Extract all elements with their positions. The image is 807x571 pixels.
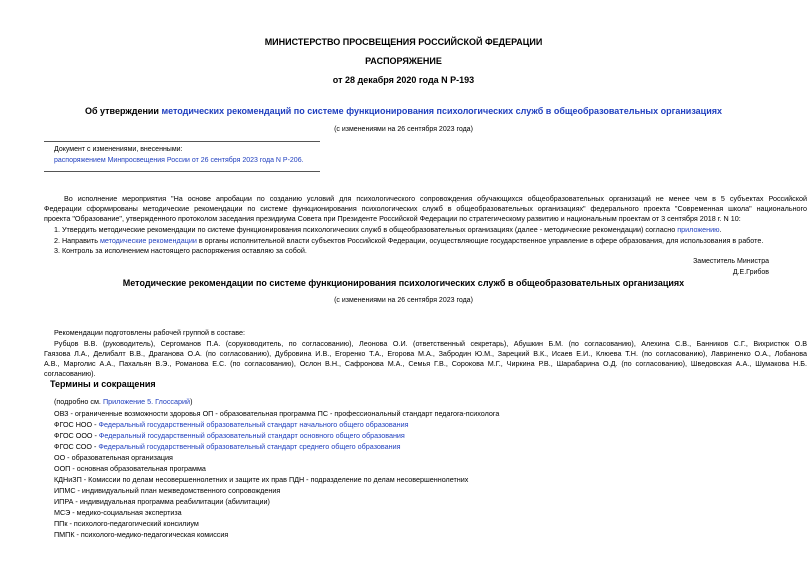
term-item: ИПМС - индивидуальный план межведомственного сопровождения [54,486,281,495]
body-paragraph-line: Во исполнение мероприятия "На основе апробации по созданию условий для психологического сопровождения обучающихся общеобразовательных организаций не менее чем в 5 субъектах Российской [64,194,807,203]
term-item: МСЭ - медико-социальная экспертиза [54,508,182,517]
order-item-1: 1. Утвердить методические рекомендации по системе функционирования психологических служб в общеобразовательных организациях (далее - методические рекомендации) согласно приложению. [54,225,722,234]
term-item: ПМПК - психолого-медико-педагогическая комиссия [54,530,229,539]
term-item: ФГОС СОО - Федеральный государственный образовательный стандарт среднего общего образования [54,442,401,451]
changes-box-label: Документ с изменениями, внесенными: [54,146,183,153]
signature-name: Д.Е.Грибов [732,269,769,276]
ministry-name: МИНИСТЕРСТВО ПРОСВЕЩЕНИЯ РОССИЙСКОЙ ФЕДЕРАЦИИ [264,37,543,47]
body-paragraph-line: Федерации сформированы методические рекомендации по системе функционирования психологических служб в общеобразовательных организациях" федерального проекта "Современная школа" национального [44,204,807,213]
appendix-link[interactable]: приложению [677,225,720,234]
terms-heading: Термины и сокращения [50,379,156,389]
authors-line: А.В., Марголис А.А., Пахальян В.Э., Романова Е.С. (по согласованию), Ослон В.Н., Сафронова М.А., Семья Г.В., Сорокова М.Г., Чиркина Р.В., Шарабарина О.Д. (по согласованию), Шведовская А.А., Шумакова Н.Б. [44,359,807,368]
authors-line: Гаязова Л.А., Делибалт В.В., Драганова О.А. (по согласованию), Дубровина И.В., Егоренко Т.А., Егорова М.А., Забродин Ю.М., Зарецкий В.К., Исаев Е.И., Клюева Т.Н. (по согласованию), Лавриненко О.А., Лобанова [44,349,807,358]
signature-position: Заместитель Министра [693,258,769,265]
amendment-note: (с изменениями на 26 сентября 2023 года) [334,126,473,133]
term-item: КДНиЗП - Комиссии по делам несовершеннолетних и защите их прав ПДН - подразделение по делам несовершеннолетних [54,475,469,484]
term-item: ФГОС НОО - Федеральный государственный образовательный стандарт начального общего образования [54,420,409,429]
order-item-3: 3. Контроль за исполнением настоящего распоряжения оставляю за собой. [54,246,307,255]
title-prefix: Об утверждении [84,106,162,116]
document-date: от 28 декабря 2020 года N Р-193 [332,75,475,85]
term-item: ППк - психолого-педагогический консилиум [54,519,199,528]
document-title [0,106,807,116]
recommendations-link[interactable]: методические рекомендации [99,236,197,245]
authors-line: Рубцов В.В. (руководитель), Сергоманов П.А. (соруководитель, по согласованию), Леонова О.И. (ответственный секретарь), Абушкин Б.М. (по согласованию), Алехина С.В., Банников С.Г., Вихристюк О.В [54,339,807,348]
authors-line: согласованию). [44,369,96,378]
term-item: ОВЗ - ограниченные возможности здоровья ОП - образовательная программа ПС - профессиональный стандарт педагога-психолога [54,409,500,418]
fgos-noo-link[interactable]: Федеральный государственный образовательный стандарт начального общего образования [98,420,409,429]
order-item-2: 2. Направить методические рекомендации в органы исполнительной власти субъектов Российской Федерации, осуществляющие государственное управление в сфере образования, для использования в работе. [54,236,764,245]
working-group-intro: Рекомендации подготовлены рабочей группой в составе: [54,328,246,337]
glossary-reference: (подробно см. Приложение 5. Глоссарий) [54,397,193,406]
fgos-soo-link[interactable]: Федеральный государственный образовательный стандарт среднего общего образования [98,442,401,451]
changes-box-bottom-rule [44,171,320,172]
changes-box-top-rule [44,141,320,142]
body-paragraph-line: проекта "Образование", утвержденного протоколом заседания президиума Совета при Президенте Российской Федерации по стратегическому развитию и национальным проектам от 3 сентября 2018 г. N 10: [44,214,741,223]
glossary-link[interactable]: Приложение 5. Глоссарий [102,397,191,406]
term-item: ООП - основная образовательная программа [54,464,206,473]
appendix-amendment-note: (с изменениями на 26 сентября 2023 года) [334,297,473,304]
term-item: ИПРА - индивидуальная программа реабилитации (абилитации) [54,497,270,506]
term-item: ОО - образовательная организация [54,453,173,462]
changes-box-link[interactable]: распоряжением Минпросвещения России от 26 сентября 2023 года N Р-206. [54,157,304,164]
fgos-ooo-link[interactable]: Федеральный государственный образовательный стандарт основного общего образования [98,431,405,440]
appendix-title: Методические рекомендации по системе функционирования психологических служб в общеобразовательных организациях [122,278,685,288]
term-item: ФГОС ООО - Федеральный государственный образовательный стандарт основного общего образования [54,431,405,440]
title-link[interactable]: методических рекомендаций по системе функционирования психологических служб в общеобразовательных организациях [161,106,723,116]
document-type: РАСПОРЯЖЕНИЕ [365,56,442,66]
